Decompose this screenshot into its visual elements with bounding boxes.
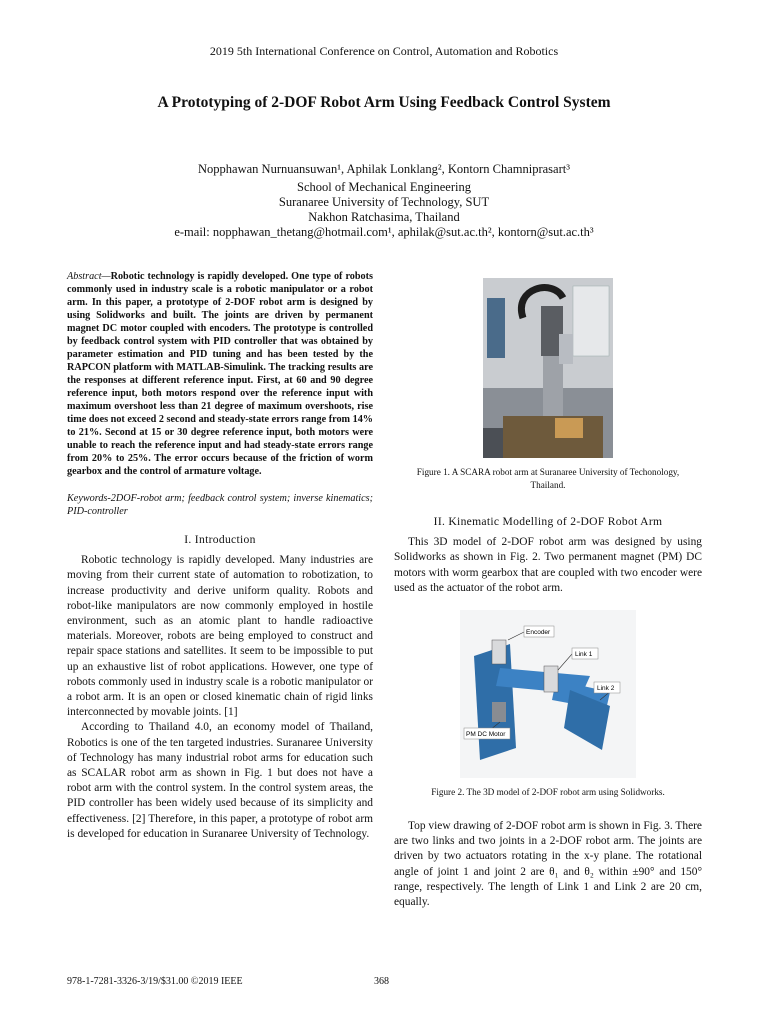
affiliation-2: Suranaree University of Technology, SUT [278,195,490,209]
label-link-1: Link 1 [575,651,593,659]
author-block [0,162,768,240]
intro-paragraph-2: According to Thailand 4.0, an economy model of Thailand, Robotics is one of the ten targeted industries. Suranaree University of Technology has many industrial robot arms for education such as SCALAR robot arm as shown in Fig. 1 but does not have a robot arm with the control system. In the control system areas, the PID controller has been widely used because of its simplicity and effectiveness. [2] Therefore, in this paper, a prototype of robot arm is developed for education in Suranaree University of Technology. [67,721,373,840]
authors-line: Nopphawan Nurnuansuwan¹, Aphilak Lonklang², Kontorn Chamniprasart³ [198,162,570,176]
abstract [67,270,373,478]
footer-isbn: 978-1-7281-3326-3/19/$31.00 ©2019 IEEE [67,976,243,987]
keywords: Keywords-2DOF-robot arm; feedback control system; inverse kinematics; PID-controller [67,493,373,517]
right-column [394,270,702,910]
kinematic-paragraph-2: Top view drawing of 2-DOF robot arm is shown in Fig. 3. There are two links and two joints in a 2-DOF robot arm. The joints are driven by two actuators rotating in the x-y plane. The rotational angle of joint 1 and joint 2 are θ₁ and θ₂ within ±90° and 150° range, respectively. The length of Link 1 and Link 2 are 20 cm, equally. [394,820,702,909]
affiliation-3: Nakhon Ratchasima, Thailand [308,210,460,224]
figure-2-cad-model [460,610,636,778]
section-heading-introduction: I. Introduction [184,533,256,546]
page-number: 368 [374,976,389,987]
abstract-label: Abstract— [67,271,111,282]
paper-title: A Prototyping of 2-DOF Robot Arm Using Feedback Control System [157,94,611,111]
affiliation-1: School of Mechanical Engineering [297,180,471,194]
figure-1-caption: Figure 1. A SCARA robot arm at Suranaree University of Techonology, Thailand. [416,467,680,490]
left-column [67,270,373,842]
conference-header: 2019 5th International Conference on Control, Automation and Robotics [209,44,559,58]
email-line: e-mail: nopphawan_thetang@hotmail.com¹, aphilak@sut.ac.th², kontorn@sut.ac.th³ [174,225,594,239]
abstract-text: Robotic technology is rapidly developed. One type of robots commonly used in industry scale is a robotic manipulator or a robot arm. In this paper, a prototype of 2-DOF robot arm is designed by using Solidworks and built. The joints are driven by permanent magnet DC motor coupled with encoders. The prototype is controlled by feedback control system with PID controller that was obtained by parameter estimation and PID tuning and has been tested by the RAPCON platform with MATLAB-Simulink. The tracking results are the responses at different reference input. First, at 60 and 90 degree reference input, both motors respond over the reference input with maximum overshoot less than 21 degree of maximum overshoots, rise time does not exceed 2 second and steady-state errors range from 14% to 21%. Second at 15 or 30 degree reference input, both motors were unable to reach the reference input and had steady-state errors range from 20% to 25%. The error occurs because of the friction of worm gearbox and the control of armature voltage. [67,271,373,477]
intro-paragraph-1: Robotic technology is rapidly developed. Many industries are moving from their current state of automation to robotization, to increase productivity and derive uniform quality. Robots and robot-like manipulators are now commonly employed in hostile environment, such as an atomic plant to handle radioactive materials. Moreover, robots are being employed to construct and repair space stations and satellites. It seem to be impossible to put up an exhaustive list of robot applications. However, one type of robots commonly used in industry scale is a robotic manipulator or a robot arm. It is an open or closed kinematic chain of rigid links interconnected by movable joints. [1] [67,554,373,719]
label-link-2: Link 2 [597,685,615,693]
kinematic-paragraph-1: This 3D model of 2-DOF robot arm was designed by using Solidworks as shown in Fig. 2. Two permanent magnet (PM) DC motors with worm gearbox that are coupled with two encoder were used as the actuator of the robot arm. [394,536,702,594]
section-heading-kinematic-modelling: II. Kinematic Modelling of 2-DOF Robot Arm [433,515,663,528]
label-pm-dc-motor: PM DC Motor [466,731,506,739]
figure-1-photo [483,278,613,458]
label-encoder: Encoder [526,629,551,637]
figure-2-caption: Figure 2. The 3D model of 2-DOF robot arm using Solidworks. [431,787,665,798]
